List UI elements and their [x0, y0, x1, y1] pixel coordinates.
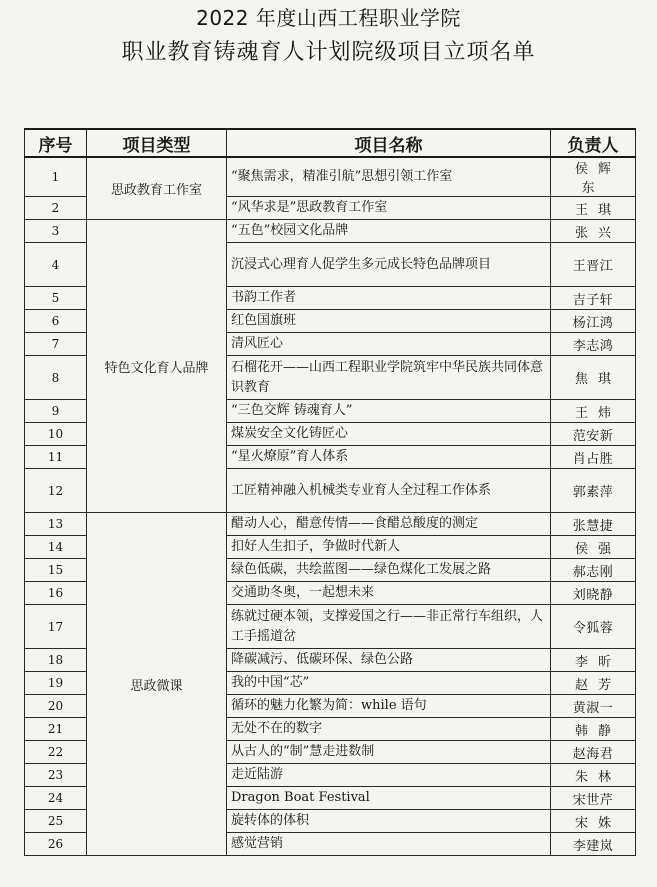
table-row [25, 157, 636, 197]
row-leader: 宋姝 [551, 810, 636, 833]
row-seq: 16 [25, 582, 87, 605]
row-leader: 宋世芹 [551, 787, 636, 810]
header-seq: 序号 [25, 129, 87, 157]
row-seq: 19 [25, 672, 87, 695]
row-project-name: 交通助冬奥，一起想未来 [227, 582, 551, 605]
row-project-name: “五色”校园文化品牌 [227, 220, 551, 243]
row-project-name: 扣好人生扣子，争做时代新人 [227, 536, 551, 559]
row-project-name: “聚焦需求，精准引航”思想引领工作室 [227, 157, 551, 197]
table-row [25, 513, 636, 536]
row-project-name: 书韵工作者 [227, 287, 551, 310]
row-seq: 10 [25, 423, 87, 446]
row-leader: 王琪 [551, 197, 636, 220]
row-leader: 李建岚 [551, 833, 636, 856]
category-culture-brand: 特色文化育人品牌 [87, 220, 227, 513]
row-seq: 7 [25, 333, 87, 356]
row-leader: 朱林 [551, 764, 636, 787]
header-lead: 负责人 [551, 129, 636, 157]
row-leader: 赵海君 [551, 741, 636, 764]
row-seq: 5 [25, 287, 87, 310]
row-seq: 4 [25, 243, 87, 287]
row-seq: 18 [25, 649, 87, 672]
row-seq: 25 [25, 810, 87, 833]
row-leader: 刘晓静 [551, 582, 636, 605]
table-header-row [25, 129, 636, 157]
row-leader: 张慧捷 [551, 513, 636, 536]
row-project-name: 清风匠心 [227, 333, 551, 356]
row-seq: 1 [25, 157, 87, 197]
row-leader: 王晋江 [551, 243, 636, 287]
row-project-name: 降碳减污、低碳环保、绿色公路 [227, 649, 551, 672]
row-project-name: 工匠精神融入机械类专业育人全过程工作体系 [227, 469, 551, 513]
row-project-name: 练就过硬本领，支撑爱国之行——非正常行车组织，人工手摇道岔 [227, 605, 551, 649]
row-project-name: 煤炭安全文化铸匠心 [227, 423, 551, 446]
row-leader: 韩静 [551, 718, 636, 741]
row-seq: 9 [25, 400, 87, 423]
row-seq: 23 [25, 764, 87, 787]
document-title-line1: 2022 年度山西工程职业学院 [196, 6, 461, 30]
row-leader: 黄淑一 [551, 695, 636, 718]
row-project-name: 红色国旗班 [227, 310, 551, 333]
row-project-name: Dragon Boat Festival [227, 787, 551, 810]
row-leader: 郝志刚 [551, 559, 636, 582]
row-leader: 李昕 [551, 649, 636, 672]
row-seq: 26 [25, 833, 87, 856]
row-seq: 24 [25, 787, 87, 810]
row-project-name: 醋动人心，醋意传情——食醋总酸度的测定 [227, 513, 551, 536]
row-project-name: “三色交辉 铸魂育人” [227, 400, 551, 423]
row-leader: 李志鸿 [551, 333, 636, 356]
row-seq: 17 [25, 605, 87, 649]
row-seq: 20 [25, 695, 87, 718]
row-leader: 王炜 [551, 400, 636, 423]
row-leader: 肖占胜 [551, 446, 636, 469]
row-project-name: 走近陆游 [227, 764, 551, 787]
row-seq: 11 [25, 446, 87, 469]
row-project-name: 沉浸式心理育人促学生多元成长特色品牌项目 [227, 243, 551, 287]
category-ideology-studio: 思政教育工作室 [87, 157, 227, 220]
row-project-name: 我的中国“芯” [227, 672, 551, 695]
row-leader: 张兴 [551, 220, 636, 243]
row-seq: 13 [25, 513, 87, 536]
row-seq: 6 [25, 310, 87, 333]
row-leader: 焦琪 [551, 356, 636, 400]
row-project-name: 石榴花开——山西工程职业学院筑牢中华民族共同体意识教育 [227, 356, 551, 400]
row-seq: 15 [25, 559, 87, 582]
row-project-name: 循环的魅力化繁为简：while 语句 [227, 695, 551, 718]
row-seq: 3 [25, 220, 87, 243]
row-seq: 14 [25, 536, 87, 559]
row-leader: 赵芳 [551, 672, 636, 695]
row-project-name: 无处不在的数字 [227, 718, 551, 741]
row-seq: 21 [25, 718, 87, 741]
header-name: 项目名称 [227, 129, 551, 157]
table-row [25, 220, 636, 243]
category-micro-course: 思政微课 [87, 513, 227, 856]
row-project-name: 绿色低碳，共绘蓝图——绿色煤化工发展之路 [227, 559, 551, 582]
row-leader: 范安新 [551, 423, 636, 446]
row-seq: 8 [25, 356, 87, 400]
header-type: 项目类型 [87, 129, 227, 157]
document-title-line2: 职业教育铸魂育人计划院级项目立项名单 [121, 40, 536, 65]
row-seq: 12 [25, 469, 87, 513]
row-project-name: “星火燎原”育人体系 [227, 446, 551, 469]
row-project-name: 从古人的“制”慧走进数制 [227, 741, 551, 764]
row-leader: 杨江鸿 [551, 310, 636, 333]
row-seq: 22 [25, 741, 87, 764]
row-project-name: 感觉营销 [227, 833, 551, 856]
row-leader: 吉子轩 [551, 287, 636, 310]
row-leader: 侯强 [551, 536, 636, 559]
row-project-name: “风华求是”思政教育工作室 [227, 197, 551, 220]
row-leader: 郭素萍 [551, 469, 636, 513]
row-leader: 侯辉东 [551, 157, 636, 197]
row-leader: 令狐蓉 [551, 605, 636, 649]
row-project-name: 旋转体的体积 [227, 810, 551, 833]
project-table [24, 128, 636, 856]
row-seq: 2 [25, 197, 87, 220]
